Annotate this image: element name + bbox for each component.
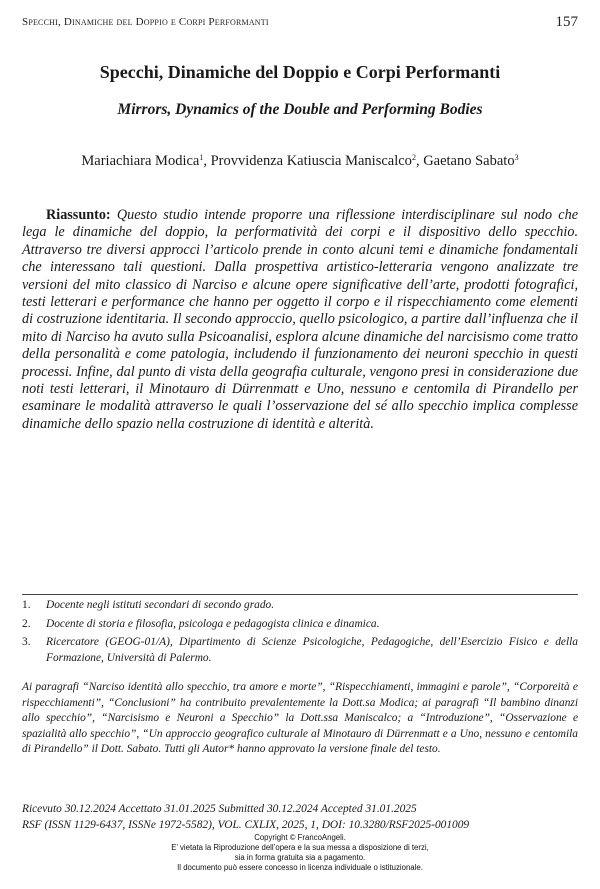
footnote-item — [22, 598, 578, 614]
footnote-text: Ricercatore (GEOG-01/A), Dipartimento di Scienze Psicologiche, Pedagogiche, dell’Esercizio Fisico e della Formazione, Università di Palermo. — [46, 636, 578, 664]
running-title: Specchi, Dinamiche del Doppio e Corpi Performanti — [22, 16, 269, 28]
journal-citation: RSF (ISSN 1129-6437, ISSNe 1972-5582), VOL. CXLIX, 2025, 1, DOI: 10.3280/RSF2025-001009 — [22, 818, 470, 831]
copyright-line: sia in forma gratuita sia a pagamento. — [234, 853, 366, 862]
author-affiliation-marker: 2 — [411, 153, 416, 162]
abstract — [22, 207, 578, 433]
article-subtitle: Mirrors, Dynamics of the Double and Performing Bodies — [117, 101, 483, 118]
author-contribution-note: Ai paragrafi “Narciso identità allo specchio, tra amore e morte”, “Rispecchiamenti, immagini e parole”, “Corporeità e rispecchiamenti”, “Conclusioni” ha contribuito prevalentemente la Dott.sa Modica; ai paragrafi “Il bambino dinanzi allo specchio”, “Narcisismo e Neuroni a Specchio” la Dott.ssa Maniscalco; a “Introduzione”, “Osservazione e spazialità allo specchio”, “Un approccio geografico culturale al Minotauro di Dürrenmatt e a Uno, nessuno e centomila di Pirandello” il Dott. Sabato. Tutti gli Autor* hanno approvato la versione finale del testo. — [22, 681, 578, 755]
footnote-list — [22, 598, 578, 669]
article-title: Specchi, Dinamiche del Doppio e Corpi Performanti — [99, 62, 501, 82]
author-list — [20, 153, 580, 170]
author-name: Mariachiara Modica — [81, 153, 200, 169]
footnote-text: Docente negli istituti secondari di secondo grado. — [46, 599, 275, 611]
publication-info — [22, 802, 578, 833]
footnote-number: 2. — [22, 617, 31, 630]
footnote-divider — [22, 594, 578, 595]
author-name: Provvidenza Katiuscia Maniscalco — [210, 153, 412, 169]
footnote-text: Docente di storia e filosofia, psicologa e pedagogista clinica e dinamica. — [46, 617, 380, 630]
copyright-line: Copyright © FrancoAngeli. — [254, 833, 346, 842]
author-affiliation-marker: 3 — [514, 153, 519, 162]
abstract-label: Riassunto: — [46, 207, 111, 223]
copyright-line: Il documento può essere concesso in licenza individuale o istituzionale. — [177, 863, 423, 872]
author-affiliation-marker: 1 — [199, 153, 204, 162]
author-separator: , — [415, 153, 424, 169]
footnote-item — [22, 617, 578, 633]
footnote-number: 1. — [22, 599, 31, 611]
author-name: Gaetano Sabato — [423, 153, 515, 169]
footnote-item — [22, 635, 578, 666]
footnote-number: 3. — [22, 636, 31, 648]
copyright-line: E’ vietata la Riproduzione dell’opera e la sua messa a disposizione di terzi, — [171, 843, 429, 852]
running-header — [22, 14, 578, 32]
copyright-notice — [0, 833, 600, 873]
submission-dates: Ricevuto 30.12.2024 Accettato 31.01.2025 Submitted 30.12.2024 Accepted 31.01.2025 — [22, 803, 417, 815]
page-number: 157 — [555, 14, 578, 30]
author-separator: , — [203, 153, 211, 169]
abstract-text: Questo studio intende proporre una riflessione interdisciplinare sul nodo che lega le dinamiche del doppio, la performatività dei corpi e il dispositivo dello specchio. Attraverso tre diversi approcci l’articolo prende in conto alcuni temi e dinamiche fondamentali che interessano tali questioni. Dalla prospettiva artistico-letteraria vengono analizzate tre versioni del mito classico di Narciso e alcune opere significative dell’arte, prodotti fotografici, testi letterari e performance che hanno per oggetto il corpo e il rispecchiamento come elementi di costruzione identitaria. Il secondo approccio, quello psicologico, a partire dall’influenza che il mito di Narciso ha avuto sulla Psicoanalisi, esplora alcune dinamiche del narcisismo come tratto della personalità e come patologia, includendo il funzionamento dei neuroni specchio in questi processi. Infine, dal punto di vista della geografia culturale, vengono presi in considerazione due noti testi letterari, il Minotauro di Dürrenmatt e Uno, nessuno e centomila di Pirandello per esaminare le modalità attraverso le quali l’osservazione del sé allo specchio implica complesse dinamiche dello spazio nella costruzione di identità e alterità. — [22, 207, 578, 432]
